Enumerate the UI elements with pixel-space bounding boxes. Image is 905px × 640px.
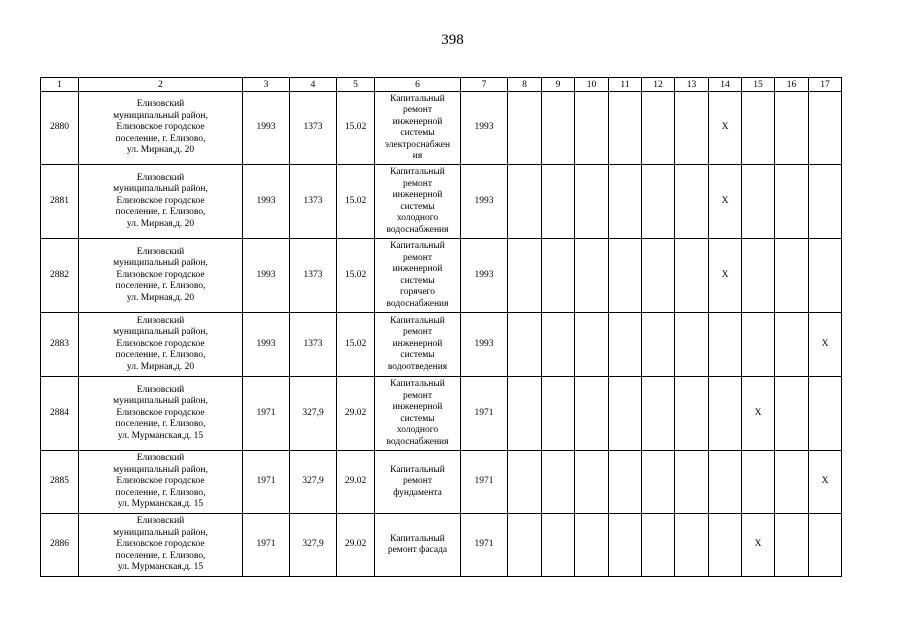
work-type-cell: Капитальный ремонт инженерной системы водоотведения (375, 313, 461, 377)
table-row (41, 165, 842, 239)
year-cell: 1971 (243, 377, 290, 451)
marker-cell-col-16 (775, 377, 809, 451)
marker-cell-col-17 (809, 165, 842, 239)
column-header-4: 4 (290, 78, 337, 92)
marker-cell-col-12 (642, 165, 675, 239)
column-header-10: 10 (575, 78, 609, 92)
column-header-11: 11 (609, 78, 642, 92)
x-mark: Х (709, 92, 742, 165)
marker-cell-col-10 (575, 92, 609, 165)
marker-cell-col-16 (775, 514, 809, 577)
code-cell: 29.02 (337, 377, 375, 451)
marker-cell-col-9 (542, 514, 575, 577)
row-number-cell: 2880 (41, 92, 79, 165)
area-cell: 1373 (290, 313, 337, 377)
year-cell: 1971 (243, 514, 290, 577)
marker-cell-col-12 (642, 313, 675, 377)
marker-cell-col-10 (575, 451, 609, 514)
marker-cell-col-11 (609, 377, 642, 451)
year-cell: 1993 (243, 313, 290, 377)
marker-cell-col-8 (508, 239, 542, 313)
marker-cell-col-16 (775, 239, 809, 313)
column-header-2: 2 (79, 78, 243, 92)
marker-cell-col-11 (609, 239, 642, 313)
marker-cell-col-16 (775, 92, 809, 165)
code-cell: 29.02 (337, 451, 375, 514)
area-cell: 327,9 (290, 377, 337, 451)
column-header-7: 7 (461, 78, 508, 92)
row-number-cell: 2885 (41, 451, 79, 514)
row-number-cell: 2883 (41, 313, 79, 377)
column-header-13: 13 (675, 78, 709, 92)
marker-cell-col-11 (609, 313, 642, 377)
marker-cell-col-13 (675, 377, 709, 451)
plan-year-cell: 1993 (461, 239, 508, 313)
marker-cell-col-10 (575, 514, 609, 577)
marker-cell-col-11 (609, 514, 642, 577)
row-number-cell: 2881 (41, 165, 79, 239)
marker-cell-col-8 (508, 451, 542, 514)
marker-cell-col-9 (542, 239, 575, 313)
marker-cell-col-14 (709, 377, 742, 451)
marker-cell-col-15 (742, 451, 775, 514)
marker-cell-col-17 (809, 514, 842, 577)
address-cell: Елизовский муниципальный район, Елизовское городское поселение, г. Елизово, ул. Мирная,д. 20 (79, 92, 243, 165)
plan-year-cell: 1993 (461, 313, 508, 377)
area-cell: 1373 (290, 239, 337, 313)
marker-cell-col-13 (675, 165, 709, 239)
column-header-5: 5 (337, 78, 375, 92)
plan-year-cell: 1993 (461, 165, 508, 239)
marker-cell-col-14 (709, 313, 742, 377)
code-cell: 15.02 (337, 165, 375, 239)
table-row (41, 313, 842, 377)
marker-cell-col-10 (575, 239, 609, 313)
table-row (41, 92, 842, 165)
work-type-cell: Капитальный ремонт инженерной системы холодного водоснабжения (375, 377, 461, 451)
marker-cell-col-14 (709, 451, 742, 514)
marker-cell-col-9 (542, 377, 575, 451)
marker-cell-col-13 (675, 451, 709, 514)
marker-cell-col-10 (575, 313, 609, 377)
marker-cell-col-15 (742, 92, 775, 165)
address-cell: Елизовский муниципальный район, Елизовское городское поселение, г. Елизово, ул. Мурманская,д. 15 (79, 451, 243, 514)
area-cell: 327,9 (290, 451, 337, 514)
marker-cell-col-12 (642, 239, 675, 313)
marker-cell-col-12 (642, 377, 675, 451)
code-cell: 15.02 (337, 239, 375, 313)
marker-cell-col-17 (809, 92, 842, 165)
work-type-cell: Капитальный ремонт фундамента (375, 451, 461, 514)
table-row (41, 239, 842, 313)
marker-cell-col-17 (809, 239, 842, 313)
year-cell: 1971 (243, 451, 290, 514)
column-header-8: 8 (508, 78, 542, 92)
work-type-cell: Капитальный ремонт инженерной системы горячего водоснабжения (375, 239, 461, 313)
marker-cell-col-13 (675, 313, 709, 377)
plan-year-cell: 1971 (461, 377, 508, 451)
x-mark: Х (709, 239, 742, 313)
x-mark: Х (709, 165, 742, 239)
marker-cell-col-11 (609, 92, 642, 165)
address-cell: Елизовский муниципальный район, Елизовское городское поселение, г. Елизово, ул. Мирная,д. 20 (79, 313, 243, 377)
code-cell: 29.02 (337, 514, 375, 577)
marker-cell-col-15 (742, 313, 775, 377)
marker-cell-col-16 (775, 165, 809, 239)
marker-cell-col-13 (675, 92, 709, 165)
marker-cell-col-9 (542, 451, 575, 514)
row-number-cell: 2886 (41, 514, 79, 577)
table-body (41, 78, 842, 577)
column-header-15: 15 (742, 78, 775, 92)
plan-year-cell: 1993 (461, 92, 508, 165)
area-cell: 327,9 (290, 514, 337, 577)
capital-repair-table (40, 77, 842, 577)
column-number-row (41, 78, 842, 92)
column-header-16: 16 (775, 78, 809, 92)
x-mark: Х (742, 377, 775, 451)
marker-cell-col-16 (775, 313, 809, 377)
work-type-cell: Капитальный ремонт инженерной системы холодного водоснабжения (375, 165, 461, 239)
marker-cell-col-12 (642, 514, 675, 577)
row-number-cell: 2882 (41, 239, 79, 313)
table-row (41, 451, 842, 514)
marker-cell-col-8 (508, 313, 542, 377)
x-mark: Х (809, 313, 842, 377)
area-cell: 1373 (290, 92, 337, 165)
x-mark: Х (809, 451, 842, 514)
column-header-1: 1 (41, 78, 79, 92)
marker-cell-col-10 (575, 165, 609, 239)
plan-year-cell: 1971 (461, 514, 508, 577)
year-cell: 1993 (243, 92, 290, 165)
code-cell: 15.02 (337, 313, 375, 377)
plan-year-cell: 1971 (461, 451, 508, 514)
marker-cell-col-17 (809, 377, 842, 451)
column-header-9: 9 (542, 78, 575, 92)
code-cell: 15.02 (337, 92, 375, 165)
marker-cell-col-11 (609, 451, 642, 514)
marker-cell-col-13 (675, 239, 709, 313)
table-row (41, 377, 842, 451)
area-cell: 1373 (290, 165, 337, 239)
page-number: 398 (441, 32, 464, 48)
marker-cell-col-14 (709, 514, 742, 577)
column-header-14: 14 (709, 78, 742, 92)
year-cell: 1993 (243, 239, 290, 313)
work-type-cell: Капитальный ремонт фасада (375, 514, 461, 577)
marker-cell-col-16 (775, 451, 809, 514)
address-cell: Елизовский муниципальный район, Елизовское городское поселение, г. Елизово, ул. Мирная,д. 20 (79, 165, 243, 239)
marker-cell-col-9 (542, 165, 575, 239)
work-type-cell: Капитальный ремонт инженерной системы электроснабжен ия (375, 92, 461, 165)
marker-cell-col-13 (675, 514, 709, 577)
table-row (41, 514, 842, 577)
column-header-3: 3 (243, 78, 290, 92)
marker-cell-col-12 (642, 92, 675, 165)
address-cell: Елизовский муниципальный район, Елизовское городское поселение, г. Елизово, ул. Мирная,д. 20 (79, 239, 243, 313)
row-number-cell: 2884 (41, 377, 79, 451)
address-cell: Елизовский муниципальный район, Елизовское городское поселение, г. Елизово, ул. Мурманская,д. 15 (79, 377, 243, 451)
marker-cell-col-11 (609, 165, 642, 239)
x-mark: Х (742, 514, 775, 577)
marker-cell-col-12 (642, 451, 675, 514)
column-header-17: 17 (809, 78, 842, 92)
marker-cell-col-15 (742, 239, 775, 313)
marker-cell-col-15 (742, 165, 775, 239)
year-cell: 1993 (243, 165, 290, 239)
marker-cell-col-8 (508, 377, 542, 451)
marker-cell-col-9 (542, 92, 575, 165)
marker-cell-col-10 (575, 377, 609, 451)
column-header-6: 6 (375, 78, 461, 92)
marker-cell-col-8 (508, 165, 542, 239)
marker-cell-col-9 (542, 313, 575, 377)
column-header-12: 12 (642, 78, 675, 92)
address-cell: Елизовский муниципальный район, Елизовское городское поселение, г. Елизово, ул. Мурманская,д. 15 (79, 514, 243, 577)
marker-cell-col-8 (508, 514, 542, 577)
marker-cell-col-8 (508, 92, 542, 165)
